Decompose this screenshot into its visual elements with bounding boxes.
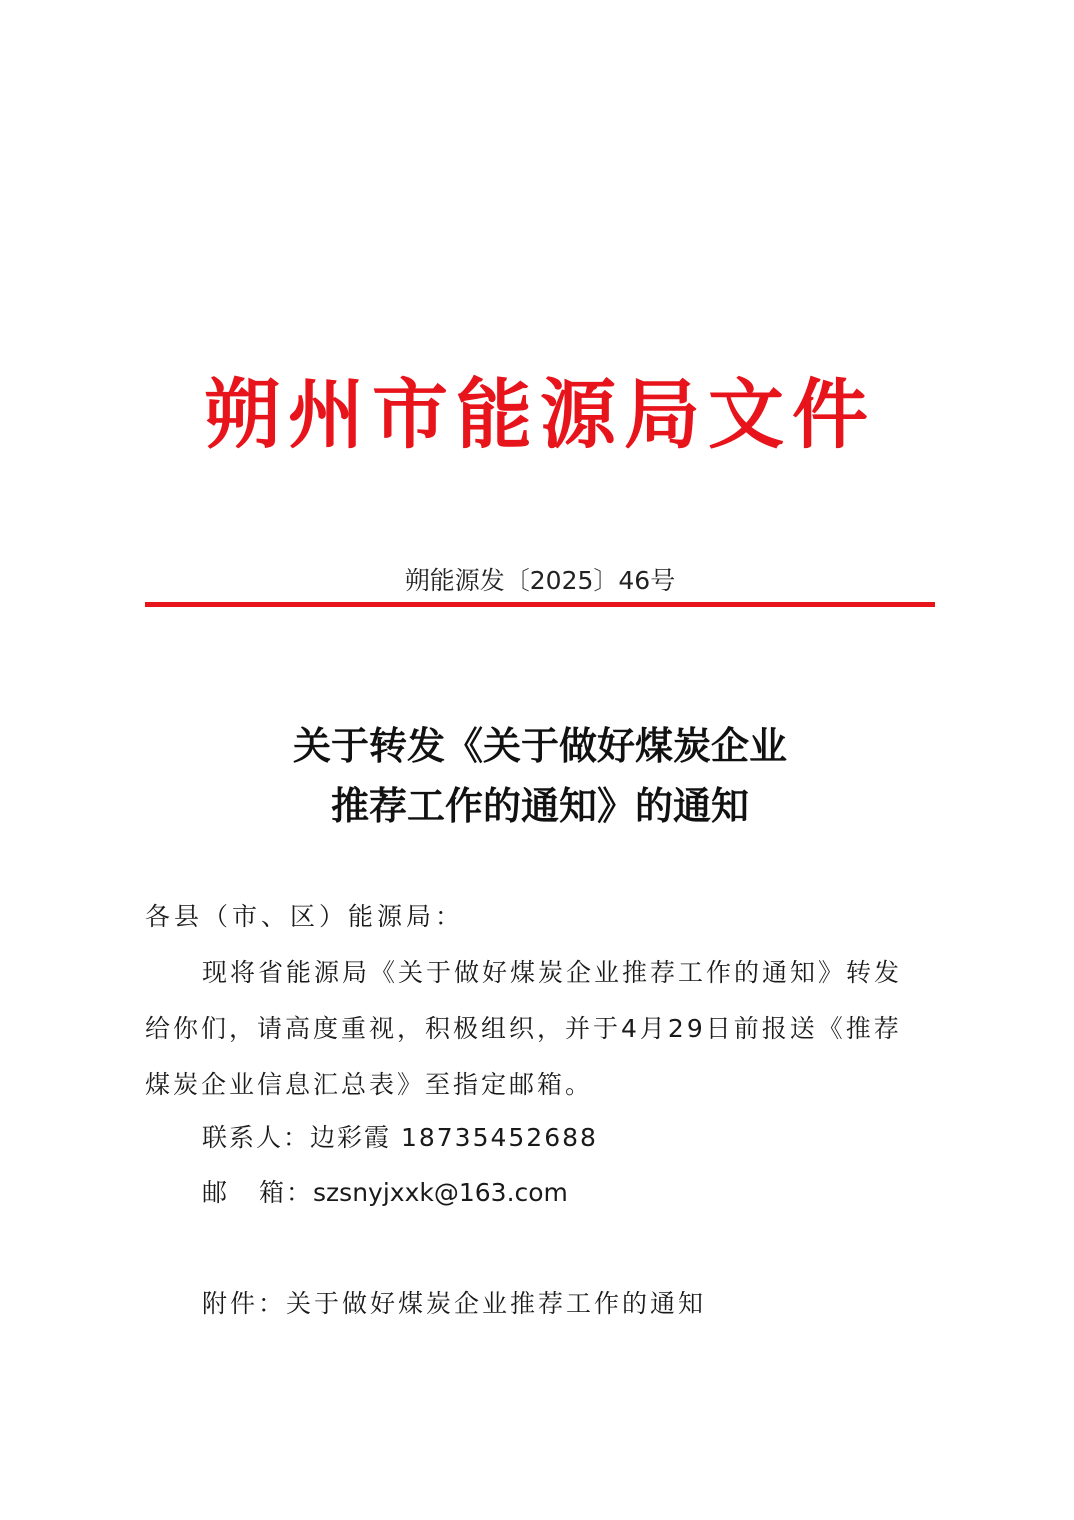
title-line-1: 关于转发《关于做好煤炭企业 xyxy=(292,723,787,768)
contact-label: 联系人： xyxy=(202,1123,311,1152)
email-line xyxy=(202,1173,568,1213)
paragraph-line-1: 现将省能源局《关于做好煤炭企业推荐工作的通知》转发 xyxy=(202,958,903,987)
document-number: 朔能源发〔2025〕46号 xyxy=(404,566,676,595)
email-label-second: 箱： xyxy=(259,1178,314,1207)
email-value: szsnyjxxk@163.com xyxy=(313,1178,568,1207)
paragraph-line-3: 煤炭企业信息汇总表》至指定邮箱。 xyxy=(145,1070,594,1099)
contact-line xyxy=(202,1118,598,1158)
red-divider xyxy=(145,602,935,607)
issuer-title: 朔州市能源局文件 xyxy=(204,370,876,459)
salutation: 各县（市、区）能源局： xyxy=(145,902,465,931)
document-title xyxy=(145,716,935,836)
attachment-line: 附件：关于做好煤炭企业推荐工作的通知 xyxy=(202,1289,707,1318)
contact-value: 边彩霞 18735452688 xyxy=(310,1123,598,1152)
paragraph-line-2: 给你们，请高度重视，积极组织，并于4月29日前报送《推荐 xyxy=(145,1014,902,1043)
email-label-first: 邮 xyxy=(202,1178,230,1207)
title-line-2: 推荐工作的通知》的通知 xyxy=(330,783,749,828)
